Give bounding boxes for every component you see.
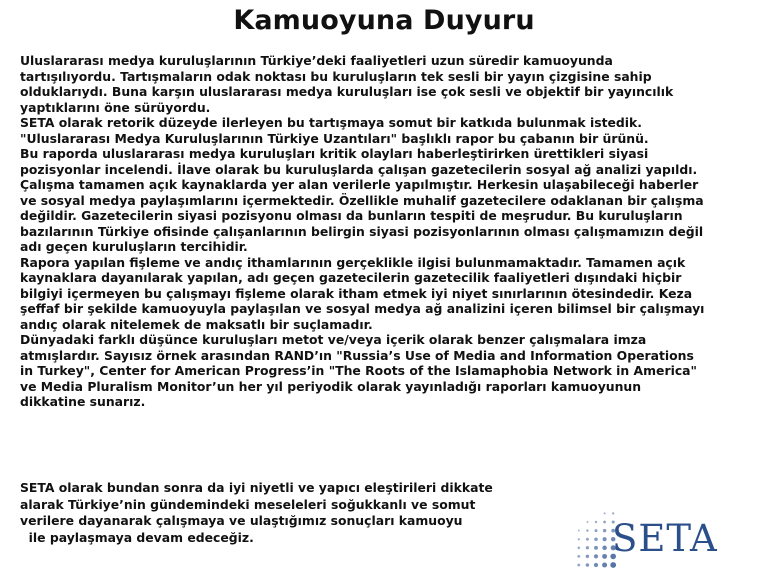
logo-dot bbox=[578, 547, 581, 550]
body-line: yaptıklarını öne sürüyordu. bbox=[20, 99, 211, 115]
logo-dot-pattern bbox=[577, 512, 616, 568]
body-line: olduklarıydı. Buna karşın uluslararası medya kuruluşları ise çok sesli ve objektif bir yayıncılık bbox=[20, 84, 674, 99]
body-line: tartışılıyordu. Tartışmaların odak noktası bu kuruluşların tek sesli bir yayın çizgisine sahip bbox=[20, 68, 652, 84]
body-line: adı geçen kuruluşların tercihidir. bbox=[20, 239, 248, 254]
logo-dot bbox=[586, 538, 589, 541]
body-line: atmışlardır. Sayısız örnek arasından RAND’ın "Russia’s Use of Media and Information Operations bbox=[20, 347, 694, 363]
seta-wordmark: SETA bbox=[612, 517, 718, 560]
body-line: kaynaklara dayanılarak yapılan, adı geçen gazetecilerin gazetecilik faaliyetleri dışındaki hiçbir bbox=[20, 270, 682, 285]
logo-dot bbox=[595, 521, 597, 523]
closing-paragraph bbox=[20, 480, 560, 547]
logo-dot bbox=[586, 555, 589, 558]
logo-dot bbox=[612, 512, 614, 514]
body-line: ve Media Pluralism Monitor’un her yıl periyodik olarak yayınladığı raporları kamuoyunun bbox=[20, 378, 642, 394]
body-line: Uluslararası medya kuruluşlarının Türkiye’deki faaliyetleri uzun süredir kamuoyunda bbox=[20, 53, 613, 68]
logo-dot bbox=[594, 554, 598, 558]
closing-line: ile paylaşmaya devam edeceğiz. bbox=[20, 530, 254, 546]
logo-dot bbox=[604, 512, 606, 514]
body-line: bazılarının Türkiye ofisinde çalışanlarının belirgin siyasi pozisyonlarının olması çalışmamızın değil bbox=[20, 223, 704, 239]
logo-dot bbox=[595, 529, 598, 532]
body-line: Bu raporda uluslararası medya kuruluşları kritik olayları haberleştirirken ürettikleri siyasi bbox=[20, 146, 649, 161]
closing-line: verilere dayanarak çalışmaya ve ulaştığımız sonuçları kamuoyu bbox=[20, 513, 463, 529]
body-line: Rapora yapılan fişleme ve andıç ithamlarının gerçeklikle ilgisi bulunmamaktadır. Tamamen açık bbox=[20, 254, 686, 270]
logo-dot bbox=[577, 564, 580, 567]
logo-dot bbox=[594, 563, 598, 567]
logo-dot bbox=[603, 537, 607, 541]
body-line: dikkatine sunarız. bbox=[20, 394, 146, 409]
announcement-body bbox=[20, 53, 758, 410]
logo-dot bbox=[578, 538, 580, 540]
body-line: değildir. Gazetecilerin siyasi pozisyonu olması da bunların tespiti de meşrudur. Bu kuruluşların bbox=[20, 208, 683, 223]
body-line: Çalışma tamamen açık kaynaklarda yer alan verilerle yapılmıştır. Herkesin ulaşabileceği haberler bbox=[20, 177, 699, 192]
logo-dot bbox=[586, 563, 590, 567]
logo-dot bbox=[586, 546, 589, 549]
logo-dot bbox=[603, 529, 606, 532]
logo-dot bbox=[603, 521, 606, 524]
body-line: ve sosyal medya paylaşımlarını içermektedir. Özellikle muhalif gazetecilere odaklanan bir çalışma bbox=[20, 192, 704, 208]
body-line: andıç olarak nitelemek de maksatlı bir suçlamadır. bbox=[20, 316, 373, 332]
body-line: in Turkey", Center for American Progress’in "The Roots of the Islamaphobia Network in America" bbox=[20, 363, 697, 378]
body-line: pozisyonlar incelendi. İlave olarak bu kuruluşlarda çalışan gazetecilerin sosyal ağ analizi yapıldı. bbox=[20, 161, 698, 177]
logo-dot bbox=[602, 554, 607, 559]
logo-dot bbox=[594, 537, 598, 541]
logo-dot bbox=[610, 562, 616, 568]
logo-dot bbox=[594, 546, 598, 550]
body-line: SETA olarak retorik düzeyde ilerleyen bu tartışmaya somut bir katkıda bulunmak istedik. bbox=[20, 115, 642, 130]
closing-line: SETA olarak bundan sonra da iyi niyetli ve yapıcı eleştirileri dikkate bbox=[20, 480, 493, 495]
logo-dot bbox=[578, 530, 580, 532]
logo-dot bbox=[586, 529, 588, 531]
body-line: bilgiyi içermeyen bu çalışmayı fişleme olarak itham etmek iyi niyet sınırlarının ötesindedir. Keza bbox=[20, 285, 693, 301]
body-line: "Uluslararası Medya Kuruluşlarının Türkiye Uzantıları" başlıklı rapor bu çabanın bir ürünü. bbox=[20, 130, 649, 146]
closing-line: alarak Türkiye’nin gündemindeki meseleleri soğukkanlı ve somut bbox=[20, 496, 476, 512]
body-line: şeffaf bir şekilde kamuoyuyla paylaşılan ve sosyal medya ağ analizini içeren bilimsel bir çalışmayı bbox=[20, 301, 705, 316]
logo-dot bbox=[577, 555, 580, 558]
logo-dot bbox=[602, 562, 607, 567]
page-title: Kamuoyuna Duyuru bbox=[233, 5, 535, 36]
body-line: Dünyadaki farklı düşünce kuruluşları metot ve/veya içerik olarak benzer çalışmalara imza bbox=[20, 332, 647, 347]
logo-dot bbox=[586, 521, 588, 523]
logo-dot bbox=[602, 546, 607, 551]
